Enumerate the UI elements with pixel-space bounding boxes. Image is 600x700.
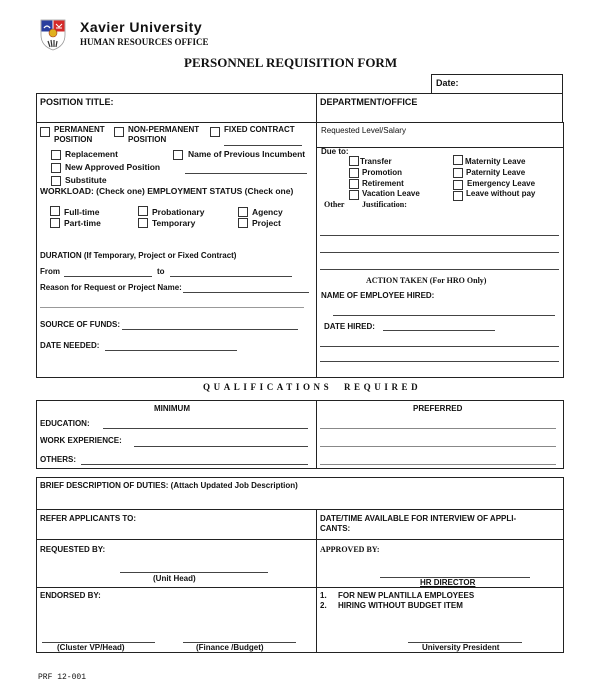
requested-by-label: REQUESTED BY:: [40, 545, 106, 554]
permanent-checkbox[interactable]: [40, 127, 50, 137]
to-label: to: [157, 267, 165, 276]
requested-level-label: Requested Level/Salary: [321, 126, 406, 135]
position-title-label: POSITION TITLE:: [40, 97, 114, 107]
unit-head-label: (Unit Head): [153, 574, 196, 583]
divider: [316, 400, 317, 469]
maternity-leave-checkbox[interactable]: [453, 155, 463, 165]
note-2: HIRING WITHOUT BUDGET ITEM: [338, 601, 463, 610]
permanent-label-2: POSITION: [54, 135, 93, 144]
leave-without-pay-label: Leave without pay: [466, 189, 536, 198]
part-time-checkbox[interactable]: [50, 218, 60, 228]
emergency-leave-checkbox[interactable]: [453, 180, 463, 190]
work-experience-label: WORK EXPERIENCE:: [40, 436, 122, 445]
agency-checkbox[interactable]: [238, 207, 248, 217]
new-approved-position-label: New Approved Position: [65, 162, 161, 172]
promotion-label: Promotion: [362, 168, 402, 177]
form-code: PRF 12-001: [38, 673, 87, 682]
divider: [316, 93, 317, 123]
fixed-contract-label: FIXED CONTRACT: [224, 125, 295, 134]
justification-line-2[interactable]: [320, 252, 559, 253]
duties-label: BRIEF DESCRIPTION OF DUTIES: (Attach Updated Job Description): [40, 481, 298, 490]
replacement-label: Replacement: [65, 149, 118, 159]
replacement-checkbox[interactable]: [51, 150, 61, 160]
qualifications-heading: QUALIFICATIONS REQUIRED: [203, 382, 422, 392]
date-hired-field[interactable]: [383, 330, 495, 331]
president-label: University President: [422, 643, 500, 652]
action-taken-heading: ACTION TAKEN (For HRO Only): [366, 276, 487, 285]
substitute-label: Substitute: [65, 175, 107, 185]
endorsed-by-label: ENDORSED BY:: [40, 591, 101, 600]
justification-line-3[interactable]: [320, 269, 559, 270]
from-date-field[interactable]: [64, 276, 152, 277]
position-details-section: [36, 122, 317, 378]
work-experience-pref-field[interactable]: [320, 446, 556, 447]
duties-input[interactable]: [40, 493, 558, 507]
leave-without-pay-checkbox[interactable]: [453, 191, 463, 201]
interview-label: DATE/TIME AVAILABLE FOR INTERVIEW OF APPLI-: [320, 514, 517, 523]
university-logo-icon: [40, 19, 66, 51]
agency-label: Agency: [252, 207, 283, 217]
preferred-heading: PREFERRED: [413, 404, 463, 413]
date-field[interactable]: [431, 74, 563, 94]
vacation-leave-label: Vacation Leave: [362, 189, 420, 198]
other-label: Other: [324, 200, 345, 209]
others-min-field[interactable]: [81, 464, 308, 465]
department-label: DEPARTMENT/OFFICE: [320, 97, 418, 107]
date-needed-label: DATE NEEDED:: [40, 341, 100, 350]
approved-by-label: APPROVED BY:: [320, 545, 380, 554]
probationary-checkbox[interactable]: [138, 206, 148, 216]
date-hired-label: DATE HIRED:: [324, 322, 375, 331]
non-permanent-label: NON-PERMANENT: [128, 125, 200, 134]
finance-label: (Finance /Budget): [196, 643, 264, 652]
education-pref-field[interactable]: [320, 428, 556, 429]
work-experience-min-field[interactable]: [134, 446, 308, 447]
maternity-leave-label: Maternity Leave: [465, 157, 526, 166]
transfer-label: Transfer: [360, 157, 392, 166]
date-label: Date:: [436, 78, 459, 88]
divider: [316, 509, 317, 653]
note-1-number: 1.: [320, 591, 327, 600]
form-title: PERSONNEL REQUISITION FORM: [184, 55, 398, 70]
qualifications-table: [36, 400, 564, 469]
office-name: HUMAN RESOURCES OFFICE: [80, 37, 209, 47]
cluster-vp-label: (Cluster VP/Head): [57, 643, 125, 652]
duration-heading: DURATION (If Temporary, Project or Fixed Contract): [40, 251, 237, 260]
reason-field[interactable]: [183, 292, 309, 293]
transfer-checkbox[interactable]: [349, 156, 359, 166]
requested-level-input[interactable]: [321, 137, 556, 146]
paternity-leave-checkbox[interactable]: [453, 168, 463, 178]
note-2-number: 2.: [320, 601, 327, 610]
source-of-funds-field[interactable]: [122, 329, 298, 330]
reason-label: Reason for Request or Project Name:: [40, 283, 182, 292]
employee-hired-field[interactable]: [333, 315, 555, 316]
new-approved-position-checkbox[interactable]: [51, 163, 61, 173]
education-min-field[interactable]: [103, 428, 308, 429]
non-permanent-label-2: POSITION: [128, 135, 167, 144]
previous-incumbent-line[interactable]: [185, 173, 307, 174]
hro-line-1[interactable]: [320, 346, 559, 347]
temporary-checkbox[interactable]: [138, 218, 148, 228]
paternity-leave-label: Paternity Leave: [466, 168, 526, 177]
full-time-checkbox[interactable]: [50, 206, 60, 216]
justification-label: Justification:: [362, 200, 407, 209]
refer-applicants-input[interactable]: [40, 525, 310, 537]
date-needed-field[interactable]: [105, 350, 237, 351]
fixed-contract-checkbox[interactable]: [210, 127, 220, 137]
vacation-leave-checkbox[interactable]: [349, 190, 359, 200]
divider: [36, 509, 564, 510]
unit-head-signature-line[interactable]: [120, 572, 268, 573]
employee-hired-label: NAME OF EMPLOYEE HIRED:: [321, 291, 435, 300]
department-input[interactable]: [325, 108, 555, 121]
previous-incumbent-label: Name of Previous Incumbent: [188, 149, 306, 159]
to-date-field[interactable]: [170, 276, 292, 277]
hro-line-2[interactable]: [320, 361, 559, 362]
probationary-label: Probationary: [152, 207, 205, 217]
reason-field-line-2[interactable]: [40, 307, 304, 308]
retirement-label: Retirement: [362, 179, 404, 188]
from-label: From: [40, 267, 60, 276]
promotion-checkbox[interactable]: [349, 168, 359, 178]
note-1: FOR NEW PLANTILLA EMPLOYEES: [338, 591, 475, 600]
position-title-input[interactable]: [45, 108, 310, 121]
source-of-funds-label: SOURCE OF FUNDS:: [40, 320, 120, 329]
fixed-contract-line[interactable]: [224, 145, 302, 146]
project-checkbox[interactable]: [238, 218, 248, 228]
others-label: OTHERS:: [40, 455, 76, 464]
project-label: Project: [252, 218, 281, 228]
part-time-label: Part-time: [64, 218, 101, 228]
previous-incumbent-checkbox[interactable]: [173, 150, 183, 160]
workload-heading: WORKLOAD: (Check one) EMPLOYMENT STATUS (Check one): [40, 186, 294, 196]
refer-applicants-label: REFER APPLICANTS TO:: [40, 514, 137, 523]
emergency-leave-label: Emergency Leave: [467, 179, 536, 188]
retirement-checkbox[interactable]: [349, 179, 359, 189]
full-time-label: Full-time: [64, 207, 100, 217]
justification-line-1[interactable]: [320, 235, 559, 236]
minimum-heading: MINIMUM: [154, 404, 190, 413]
due-to-label: Due to:: [321, 147, 349, 156]
temporary-label: Temporary: [152, 218, 196, 228]
university-name: Xavier University: [80, 19, 203, 35]
hr-director-label: HR DIRECTOR: [420, 578, 476, 587]
divider: [316, 147, 564, 148]
interview-label-2: CANTS:: [320, 524, 351, 533]
non-permanent-checkbox[interactable]: [114, 127, 124, 137]
substitute-checkbox[interactable]: [51, 176, 61, 186]
permanent-label: PERMANENT: [54, 125, 105, 134]
divider: [36, 539, 564, 540]
others-pref-field[interactable]: [320, 464, 556, 465]
education-label: EDUCATION:: [40, 419, 90, 428]
divider: [36, 587, 564, 588]
